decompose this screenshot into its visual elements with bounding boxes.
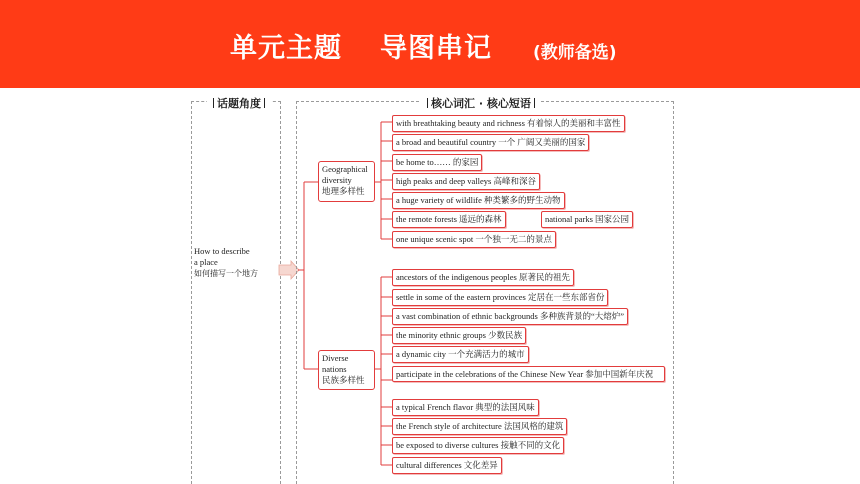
- phrase-item: the remote forests 遥远的森林: [392, 211, 506, 228]
- category-label-zh: 地理多样性: [322, 186, 365, 196]
- title-part-mindmap: 导图串记: [380, 33, 492, 64]
- phrase-item: a broad and beautiful country 一个 广阔又美丽的国家: [392, 134, 589, 151]
- phrase-item: cultural differences 文化差异: [392, 457, 502, 474]
- phrase-item: the French style of architecture 法国风格的建筑: [392, 418, 567, 435]
- category-geographical-diversity: [318, 161, 375, 202]
- teacher-optional-subtitle: (教师备选): [533, 43, 617, 63]
- core-words-title-text: 核心词汇: [431, 97, 475, 110]
- phrase-item: one unique scenic spot 一个独一无二的景点: [392, 231, 556, 248]
- phrase-item: the minority ethnic groups 少数民族: [392, 327, 526, 344]
- topic-label-en-1: How to describe: [194, 246, 250, 256]
- phrase-item: be exposed to diverse cultures 接触不同的文化: [392, 437, 564, 454]
- phrase-item: high peaks and deep valleys 高峰和深谷: [392, 173, 540, 190]
- topic-angle-title-text: 话题角度: [217, 97, 261, 110]
- phrase-item: participate in the celebrations of the Chinese New Year 参加中国新年庆祝: [392, 366, 665, 382]
- phrase-item: with breathtaking beauty and richness 有着惊人的美丽和丰富性: [392, 115, 625, 132]
- phrase-item: ancestors of the indigenous peoples 原著民的祖先: [392, 269, 574, 286]
- core-phrases-title-text: 核心短语: [486, 97, 531, 110]
- topic-label-zh: 如何描写一个地方: [194, 269, 258, 278]
- phrase-item: a typical French flavor 典型的法国风味: [392, 399, 539, 416]
- phrase-item: be home to…… 的家园: [392, 154, 482, 171]
- phrase-item: a vast combination of ethnic backgrounds 多种族背景的“大熔炉”: [392, 308, 628, 325]
- phrase-item: a dynamic city 一个充满活力的城市: [392, 346, 529, 363]
- phrase-item: national parks 国家公园: [541, 211, 633, 228]
- category-label-en-1: Diverse: [322, 353, 349, 363]
- category-label-en-2: diversity: [322, 175, 352, 185]
- title-part-unit-theme: 单元主题: [230, 33, 342, 64]
- category-label-zh: 民族多样性: [322, 375, 365, 385]
- topic-label-en-2: a place: [194, 257, 218, 267]
- category-label-en-1: Geographical: [322, 164, 368, 174]
- phrase-item: a huge variety of wildlife 种类繁多的野生动物: [392, 192, 565, 209]
- phrase-item: settle in some of the eastern provinces 定居在一些东部省份: [392, 289, 608, 306]
- core-vocabulary-title: 核心词汇 · 核心短语: [421, 95, 541, 111]
- category-diverse-nations: [318, 350, 375, 390]
- category-label-en-2: nations: [322, 364, 347, 374]
